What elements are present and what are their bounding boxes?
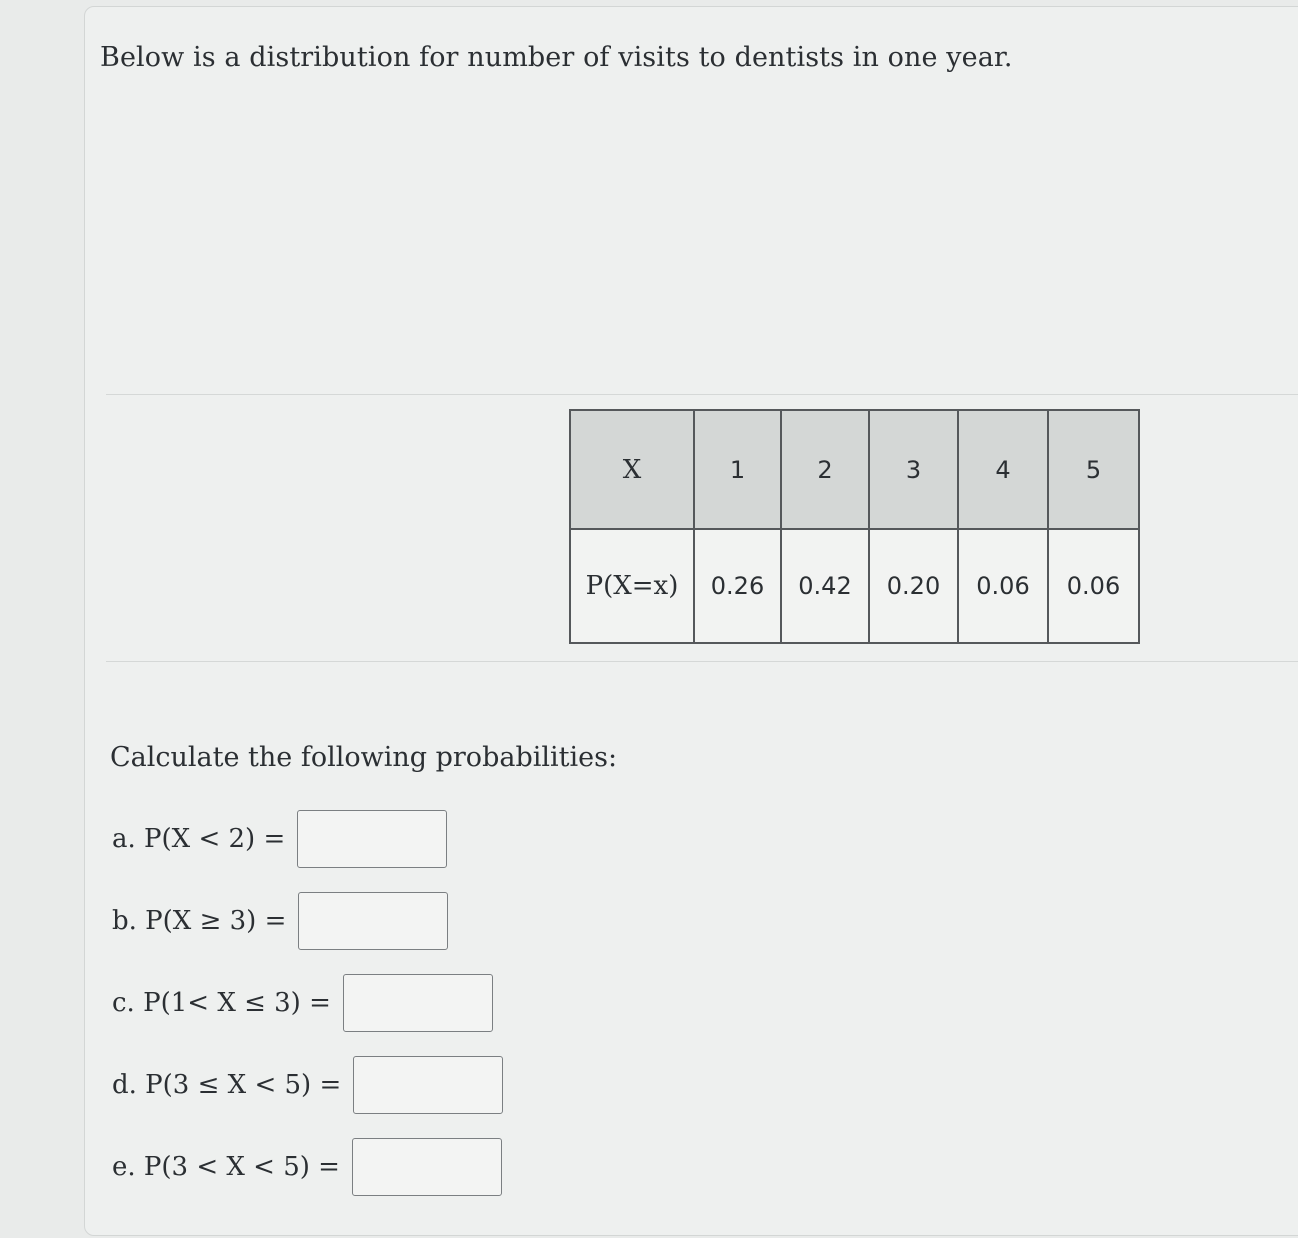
answer-b-input[interactable]	[298, 892, 448, 950]
question-a-label: a. P(X < 2) =	[112, 824, 286, 854]
divider-top	[106, 394, 1298, 395]
distribution-table	[569, 409, 1140, 644]
question-a	[112, 809, 447, 869]
answer-d-input[interactable]	[353, 1056, 503, 1114]
calc-heading: Calculate the following probabilities:	[110, 742, 618, 773]
table-header-x: X	[570, 410, 694, 529]
table-row	[570, 410, 1139, 529]
intro-text: Below is a distribution for number of visits to dentists in one year.	[100, 42, 1013, 73]
question-c-label: c. P(1< X ≤ 3) =	[112, 988, 331, 1018]
question-d	[112, 1055, 503, 1115]
question-c	[112, 973, 493, 1033]
answer-c-input[interactable]	[343, 974, 493, 1032]
table-cell-p-2: 0.42	[781, 529, 869, 643]
table-cell-p-3: 0.20	[869, 529, 958, 643]
answer-e-input[interactable]	[352, 1138, 502, 1196]
table-cell-p-5: 0.06	[1048, 529, 1139, 643]
table-cell-x-2: 2	[781, 410, 869, 529]
answer-a-input[interactable]	[297, 810, 447, 868]
question-e	[112, 1137, 502, 1197]
question-e-label: e. P(3 < X < 5) =	[112, 1152, 340, 1182]
table-cell-p-4: 0.06	[958, 529, 1048, 643]
table-cell-x-5: 5	[1048, 410, 1139, 529]
divider-bottom	[106, 661, 1298, 662]
table-header-p: P(X=x)	[570, 529, 694, 643]
table-cell-x-3: 3	[869, 410, 958, 529]
table-cell-p-1: 0.26	[694, 529, 781, 643]
question-d-label: d. P(3 ≤ X < 5) =	[112, 1070, 342, 1100]
table-cell-x-4: 4	[958, 410, 1048, 529]
question-b-label: b. P(X ≥ 3) =	[112, 906, 287, 936]
table-row	[570, 529, 1139, 643]
table-cell-x-1: 1	[694, 410, 781, 529]
question-b	[112, 891, 448, 951]
